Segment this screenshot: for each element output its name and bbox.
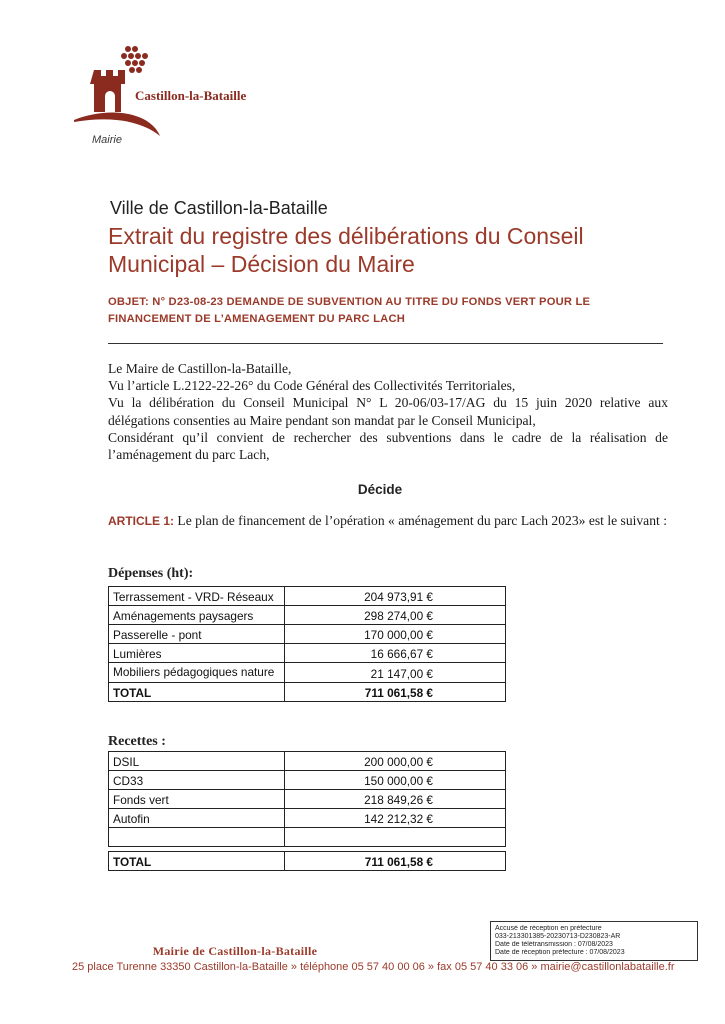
- recette-label: Autofin: [109, 809, 285, 828]
- depense-amount: 170 000,00 €: [285, 625, 506, 644]
- footer-address: 25 place Turenne 33350 Castillon-la-Bataille » téléphone 05 57 40 00 06 » fax 05 57 40 33 06 » mairie@castillonlabataille.fr: [72, 961, 675, 973]
- preamble-p3: Vu la délibération du Conseil Municipal N° L 20-06/03-17/AG du 15 juin 2020 relative aux délégations consenties au Maire pendant son mandat par le Conseil Municipal,: [108, 395, 668, 428]
- title-line-2: Municipal – Décision du Maire: [108, 251, 415, 277]
- divider: [108, 343, 663, 344]
- preamble: [108, 360, 668, 463]
- logo-name: Castillon-la-Bataille: [135, 88, 247, 103]
- depense-amount: 298 274,00 €: [285, 606, 506, 625]
- table-total-row: [109, 852, 506, 871]
- recette-amount: 218 849,26 €: [285, 790, 506, 809]
- objet-line-1: OBJET: N° D23-08-23 DEMANDE DE SUBVENTION AU TITRE DU FONDS VERT POUR LE: [108, 296, 591, 308]
- depenses-heading: Dépenses (ht):: [108, 566, 194, 581]
- recette-label: DSIL: [109, 752, 285, 771]
- table-total-row: [109, 683, 506, 702]
- stamp-line-2: 033-213301385-20230713-D230823-AR: [495, 933, 621, 940]
- recettes-total-amount: 711 061,58 €: [285, 852, 506, 871]
- document-title: [108, 222, 668, 278]
- preamble-p1: Le Maire de Castillon-la-Bataille,: [108, 361, 292, 376]
- recette-label: [109, 828, 285, 847]
- table-row: [109, 644, 506, 663]
- recettes-heading: Recettes :: [108, 734, 166, 749]
- stamp-line-1: Accusé de réception en préfecture: [495, 925, 602, 932]
- table-row: [109, 752, 506, 771]
- recettes-total-label: TOTAL: [109, 852, 285, 871]
- objet-line-2: FINANCEMENT DE L’AMENAGEMENT DU PARC LACH: [108, 313, 405, 325]
- decide-heading: Décide: [357, 482, 403, 497]
- article-1-label: ARTICLE 1:: [108, 514, 174, 528]
- footer-mairie-name: Mairie de Castillon-la-Bataille: [152, 944, 318, 958]
- depense-label: Lumières: [109, 644, 285, 663]
- stamp-line-4: Date de réception préfecture : 07/08/2023: [495, 949, 625, 956]
- depenses-total-label: TOTAL: [109, 683, 285, 702]
- recette-amount: 200 000,00 €: [285, 752, 506, 771]
- depense-label: Passerelle - pont: [109, 625, 285, 644]
- preamble-p2: Vu l’article L.2122-22-26° du Code Général des Collectivités Territoriales,: [108, 378, 516, 394]
- table-row: [109, 771, 506, 790]
- depense-amount: 16 666,67 €: [285, 644, 506, 663]
- table-row: [109, 809, 506, 828]
- article-1-text: Le plan de financement de l’opération « aménagement du parc Lach 2023» est le suivant :: [174, 513, 667, 528]
- depense-label: Terrassement - VRD- Réseaux: [109, 587, 285, 606]
- table-row: [109, 790, 506, 809]
- stamp-line-3: Date de télétransmission : 07/08/2023: [495, 941, 613, 948]
- table-row: [109, 587, 506, 606]
- title-line-1: Extrait du registre des délibérations du Conseil: [108, 223, 584, 249]
- depense-amount: 21 147,00 €: [285, 663, 506, 683]
- recette-amount: [285, 828, 506, 847]
- table-row: [109, 828, 506, 847]
- objet: [108, 294, 673, 328]
- article-1: [108, 512, 668, 530]
- depense-amount: 204 973,91 €: [285, 587, 506, 606]
- depense-label: Aménagements paysagers: [109, 606, 285, 625]
- recette-label: CD33: [109, 771, 285, 790]
- recettes-table: [108, 751, 506, 871]
- table-row: [109, 663, 506, 683]
- recette-amount: 142 212,32 €: [285, 809, 506, 828]
- depense-label: Mobiliers pédagogiques nature: [109, 663, 285, 683]
- city-name: Ville de Castillon-la-Bataille: [110, 198, 328, 218]
- prefecture-stamp: [490, 921, 698, 961]
- logo-subtitle: Mairie: [92, 134, 122, 146]
- depenses-table: [108, 586, 506, 702]
- depenses-total-amount: 711 061,58 €: [285, 683, 506, 702]
- preamble-p4: Considérant qu’il convient de rechercher des subventions dans le cadre de la réalisation de l’aménagement du parc Lach,: [108, 429, 668, 463]
- table-row: [109, 606, 506, 625]
- table-row: [109, 625, 506, 644]
- recette-label: Fonds vert: [109, 790, 285, 809]
- recette-amount: 150 000,00 €: [285, 771, 506, 790]
